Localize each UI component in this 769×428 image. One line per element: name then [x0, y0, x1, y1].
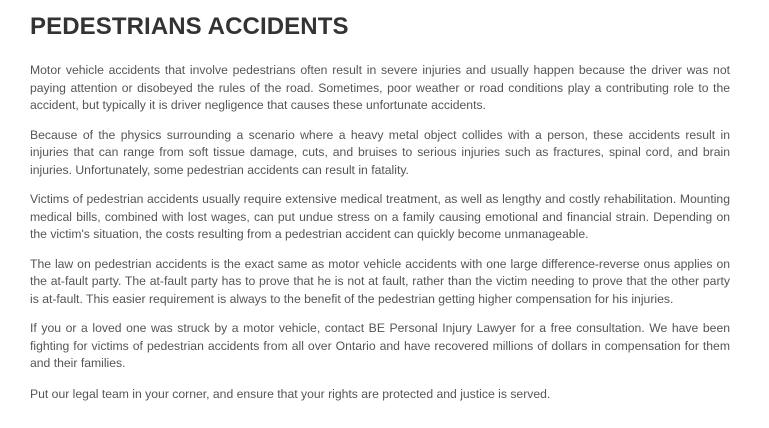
- article-content: [30, 0, 730, 403]
- article-paragraph: Victims of pedestrian accidents usually require extensive medical treatment, as well as lengthy and costly rehabilitation. Mounting medical bills, combined with lost wages, can put undue stress on a family causing emotional and financial strain. Depending on the victim's situation, the costs resulting from a pedestrian accident can quickly become unmanageable.: [30, 192, 730, 241]
- article-paragraph: If you or a loved one was struck by a motor vehicle, contact BE Personal Injury Lawyer for a free consultation. We have been fighting for victims of pedestrian accidents from all over Ontario and have recovered millions of dollars in compensation for them and their families.: [30, 321, 730, 370]
- article-paragraph: The law on pedestrian accidents is the exact same as motor vehicle accidents with one large difference-reverse onus applies on the at-fault party. The at-fault party has to prove that he is not at fault, rather than the victim needing to prove that the other party is at-fault. This easier requirement is always to the benefit of the pedestrian getting higher compensation for his injuries.: [30, 256, 730, 306]
- article-paragraph: Put our legal team in your corner, and ensure that your rights are protected and justice is served.: [30, 386, 551, 401]
- page-title: PEDESTRIANS ACCIDENTS: [30, 13, 349, 40]
- article-paragraph: Motor vehicle accidents that involve pedestrians often result in severe injuries and usually happen because the driver was not paying attention or disobeyed the rules of the road. Sometimes, poor weather or road conditions play a contributing role to the accident, but typically it is driver negligence that causes these unfortunate accidents.: [30, 63, 730, 112]
- article-paragraph: Because of the physics surrounding a scenario where a heavy metal object collides with a person, these accidents result in injuries that can range from soft tissue damage, cuts, and bruises to serious injuries such as fractures, spinal cord, and brain injuries. Unfortunately, some pedestrian accidents can result in fatality.: [30, 127, 730, 177]
